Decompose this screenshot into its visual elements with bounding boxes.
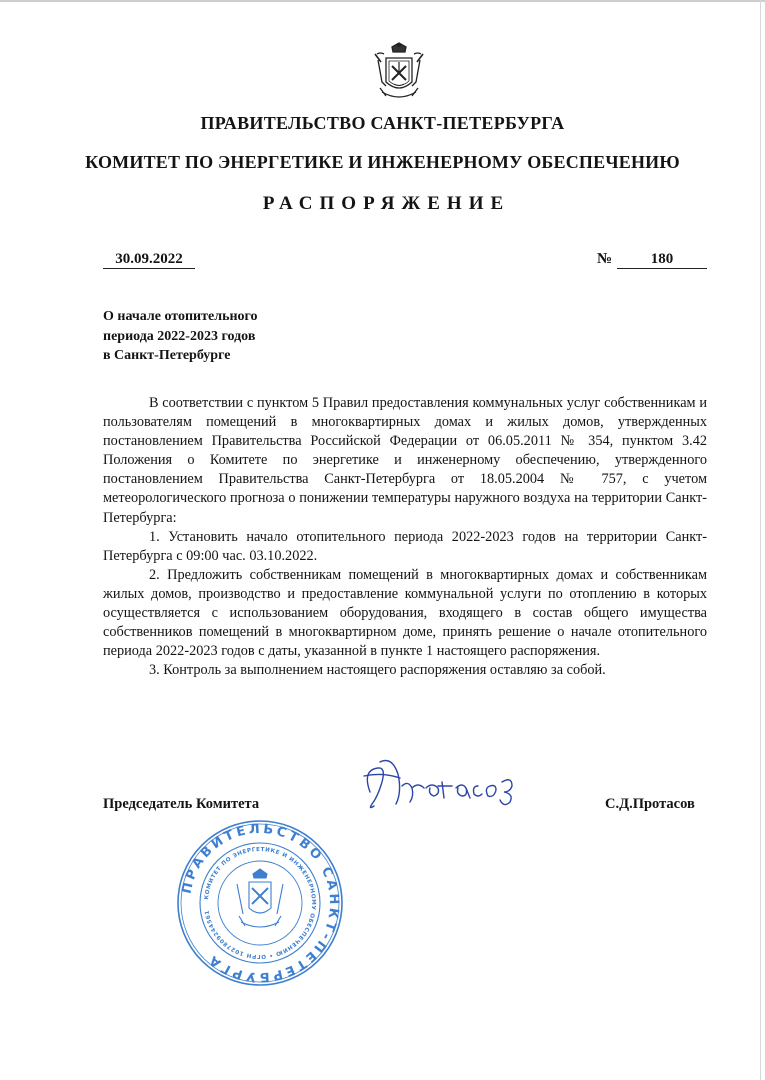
clause-1-paragraph: 1. Установить начало отопительного периода 2022-2023 годов на территории Санкт-Петербурга с 09:00 час. 03.10.2022.: [103, 528, 707, 564]
subject-line: в Санкт-Петербурге: [103, 348, 231, 363]
government-heading: ПРАВИТЕЛЬСТВО САНКТ-ПЕТЕРБУРГА: [200, 113, 565, 133]
coat-of-arms-icon: [372, 42, 426, 104]
signatory-role: Председатель Комитета: [103, 796, 260, 812]
svg-text:ПРАВИТЕЛЬСТВО САНКТ-ПЕТЕРБУРГА: ПРАВИТЕЛЬСТВО САНКТ-ПЕТЕРБУРГА: [179, 821, 342, 985]
scan-top-edge: [0, 0, 765, 12]
preamble-paragraph: В соответствии с пунктом 5 Правил предоставления коммунальных услуг собственникам и пользователям помещений в многоквартирных домах и жилых домов, утвержденных постановлением Правительства Российской Федерации от 06.05.2011 № 354, пунктом 3.42 Положения о Комитете по энергетике и инженерному обеспечению, утвержденного постановлением Правительства Санкт-Петербурга от 18.05.2004 № 757, с учетом метеорологического прогноза о понижении температуры наружного воздуха на территории Санкт-Петербурга:: [103, 395, 707, 526]
committee-heading: КОМИТЕТ ПО ЭНЕРГЕТИКЕ И ИНЖЕНЕРНОМУ ОБЕСПЕЧЕНИЮ: [85, 152, 680, 172]
signatory-name: С.Д.Протасов: [605, 796, 695, 812]
svg-text:КОМИТЕТ ПО ЭНЕРГЕТИКЕ И ИНЖЕНЕ: КОМИТЕТ ПО ЭНЕРГЕТИКЕ И ИНЖЕНЕРНОМУ ОБЕСПЕЧЕНИЮ • ОГРН 1027809244561: [204, 846, 317, 960]
document-date: 30.09.2022: [103, 250, 195, 269]
document-number: 180: [617, 250, 707, 269]
handwritten-signature: [352, 752, 530, 822]
document-body: [103, 394, 707, 680]
number-label: №: [597, 251, 613, 267]
subject-line: О начале отопительного: [103, 309, 258, 324]
clause-3-paragraph: 3. Контроль за выполнением настоящего распоряжения оставляю за собой.: [149, 662, 606, 679]
subject-line: периода 2022-2023 годов: [103, 328, 256, 344]
official-stamp: [175, 818, 345, 988]
document-subject: [103, 307, 258, 366]
document-type-heading: РАСПОРЯЖЕНИЕ: [262, 193, 511, 214]
clause-2-paragraph: 2. Предложить собственникам помещений в многоквартирных домах и собственникам жилых домов, производство и предоставление коммунальной услуги по отоплению в которых осуществляется с использованием оборудования, входящего в состав общего имущества собственников помещений в многоквартирном доме, принять решение о начале отопительного периода 2022-2023 годов с даты, указанной в пункте 1 настоящего распоряжения.: [103, 566, 707, 660]
